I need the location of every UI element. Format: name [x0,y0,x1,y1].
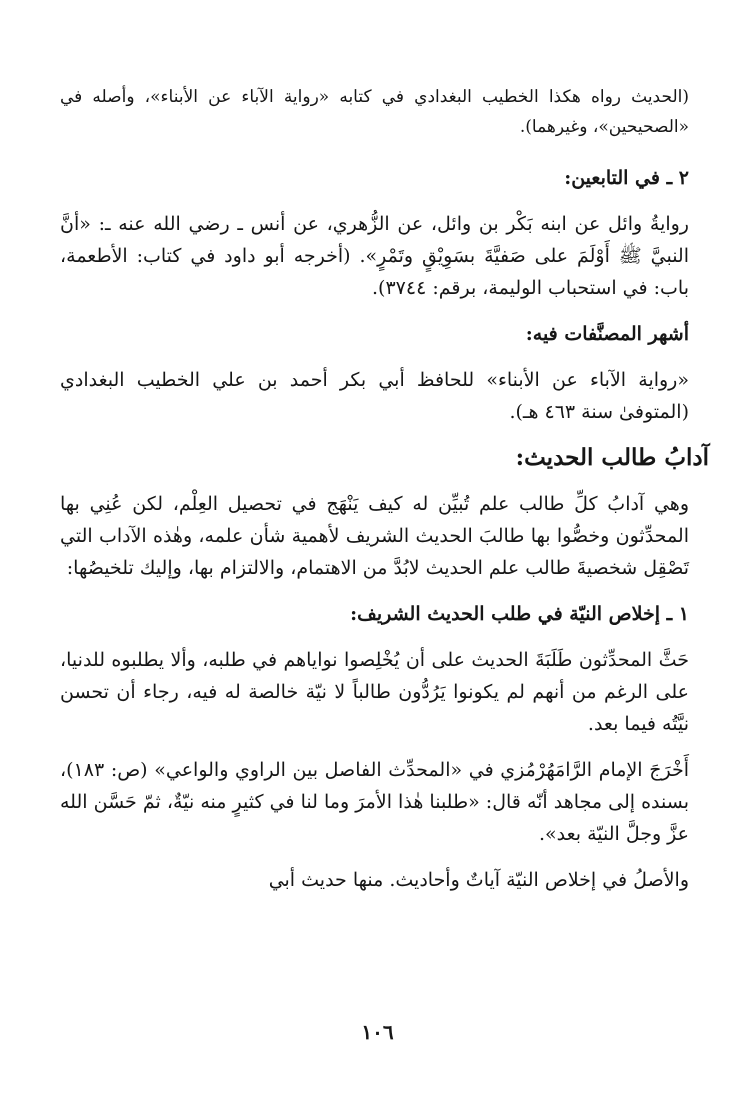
section-title-adab: آدابُ طالب الحديث: [515,444,709,471]
paragraph-note-khatib: (الحديث رواه هكذا الخطيب البغدادي في كتابه «رواية الآباء عن الأبناء»، وأصله في «الصحيحين»، وغيرهما). [60,87,689,137]
heading-famous-works: أشهر المصنَّفات فيه: [525,323,689,345]
page-number: ١٠٦ [361,1020,394,1044]
paragraph-ikhlas-body: حَثَّ المحدِّثون طَلَبَةَ الحديث على أن يُخْلِصوا نواياهم في طلبه، وألا يطلبوه للدنيا، على الرغم من أنهم لم يكونوا يَرُدُّون طالباً لا نيّة خالصة له فيه، رجاء أن تحسن نيَّتُه فيما بعد. [60,649,689,735]
paragraph-riwayat-al-aba: «رواية الآباء عن الأبناء» للحافظ أبي بكر أحمد بن علي الخطيب البغدادي (المتوفىٰ سنة ٤٦٣ هـ). [60,369,689,423]
heading-ikhlas: ١ ـ إخلاص النيّة في طلب الحديث الشريف: [350,603,689,625]
paragraph-ramahurmuzi: أَخْرَجَ الإمام الرَّامَهُرْمُزي في «المحدِّث الفاصل بين الراوي والواعي» (ص: ١٨٣)، بسنده إلى مجاهد أنّه قال: «طلبنا هٰذا الأمرَ وما لنا في كثيرٍ منه نيّةٌ، ثمّ حَسَّن الله عزَّ وجلَّ النيّة بعد». [60,759,689,845]
paragraph-asl-ikhlas: والأصلُ في إخلاص النيّة آياتٌ وأحاديث. منها حديث أبي [268,869,689,891]
paragraph-wail-narration: روايةُ وائل عن ابنه بَكْر بن وائل، عن الزُّهري، عن أنس ـ رضي الله عنه ـ: «أنَّ النبيَّ ﷺ أَوْلَمَ على صَفيَّةَ بسَوِيْقٍ وتَمْرٍ». (أخرجه أبو داود في كتاب: الأطعمة، باب: في استحباب الوليمة، برقم: ٣٧٤٤). [60,213,689,299]
heading-tabiun: ٢ ـ في التابعين: [564,167,689,189]
paragraph-adab-intro: وهي آدابُ كلِّ طالب علم تُبيِّن له كيف يَنْهَج في تحصيل العِلْم، لكن عُنِي بها المحدِّثون وخصُّوا بها طالبَ الحديث الشريف لأهمية شأن علمه، وهٰذه الآداب التي تَصْقِل شخصيةَ طالب علم الحديث لابُدَّ من الاهتمام، والالتزام بها، وإليك تلخيصُها: [60,493,689,579]
